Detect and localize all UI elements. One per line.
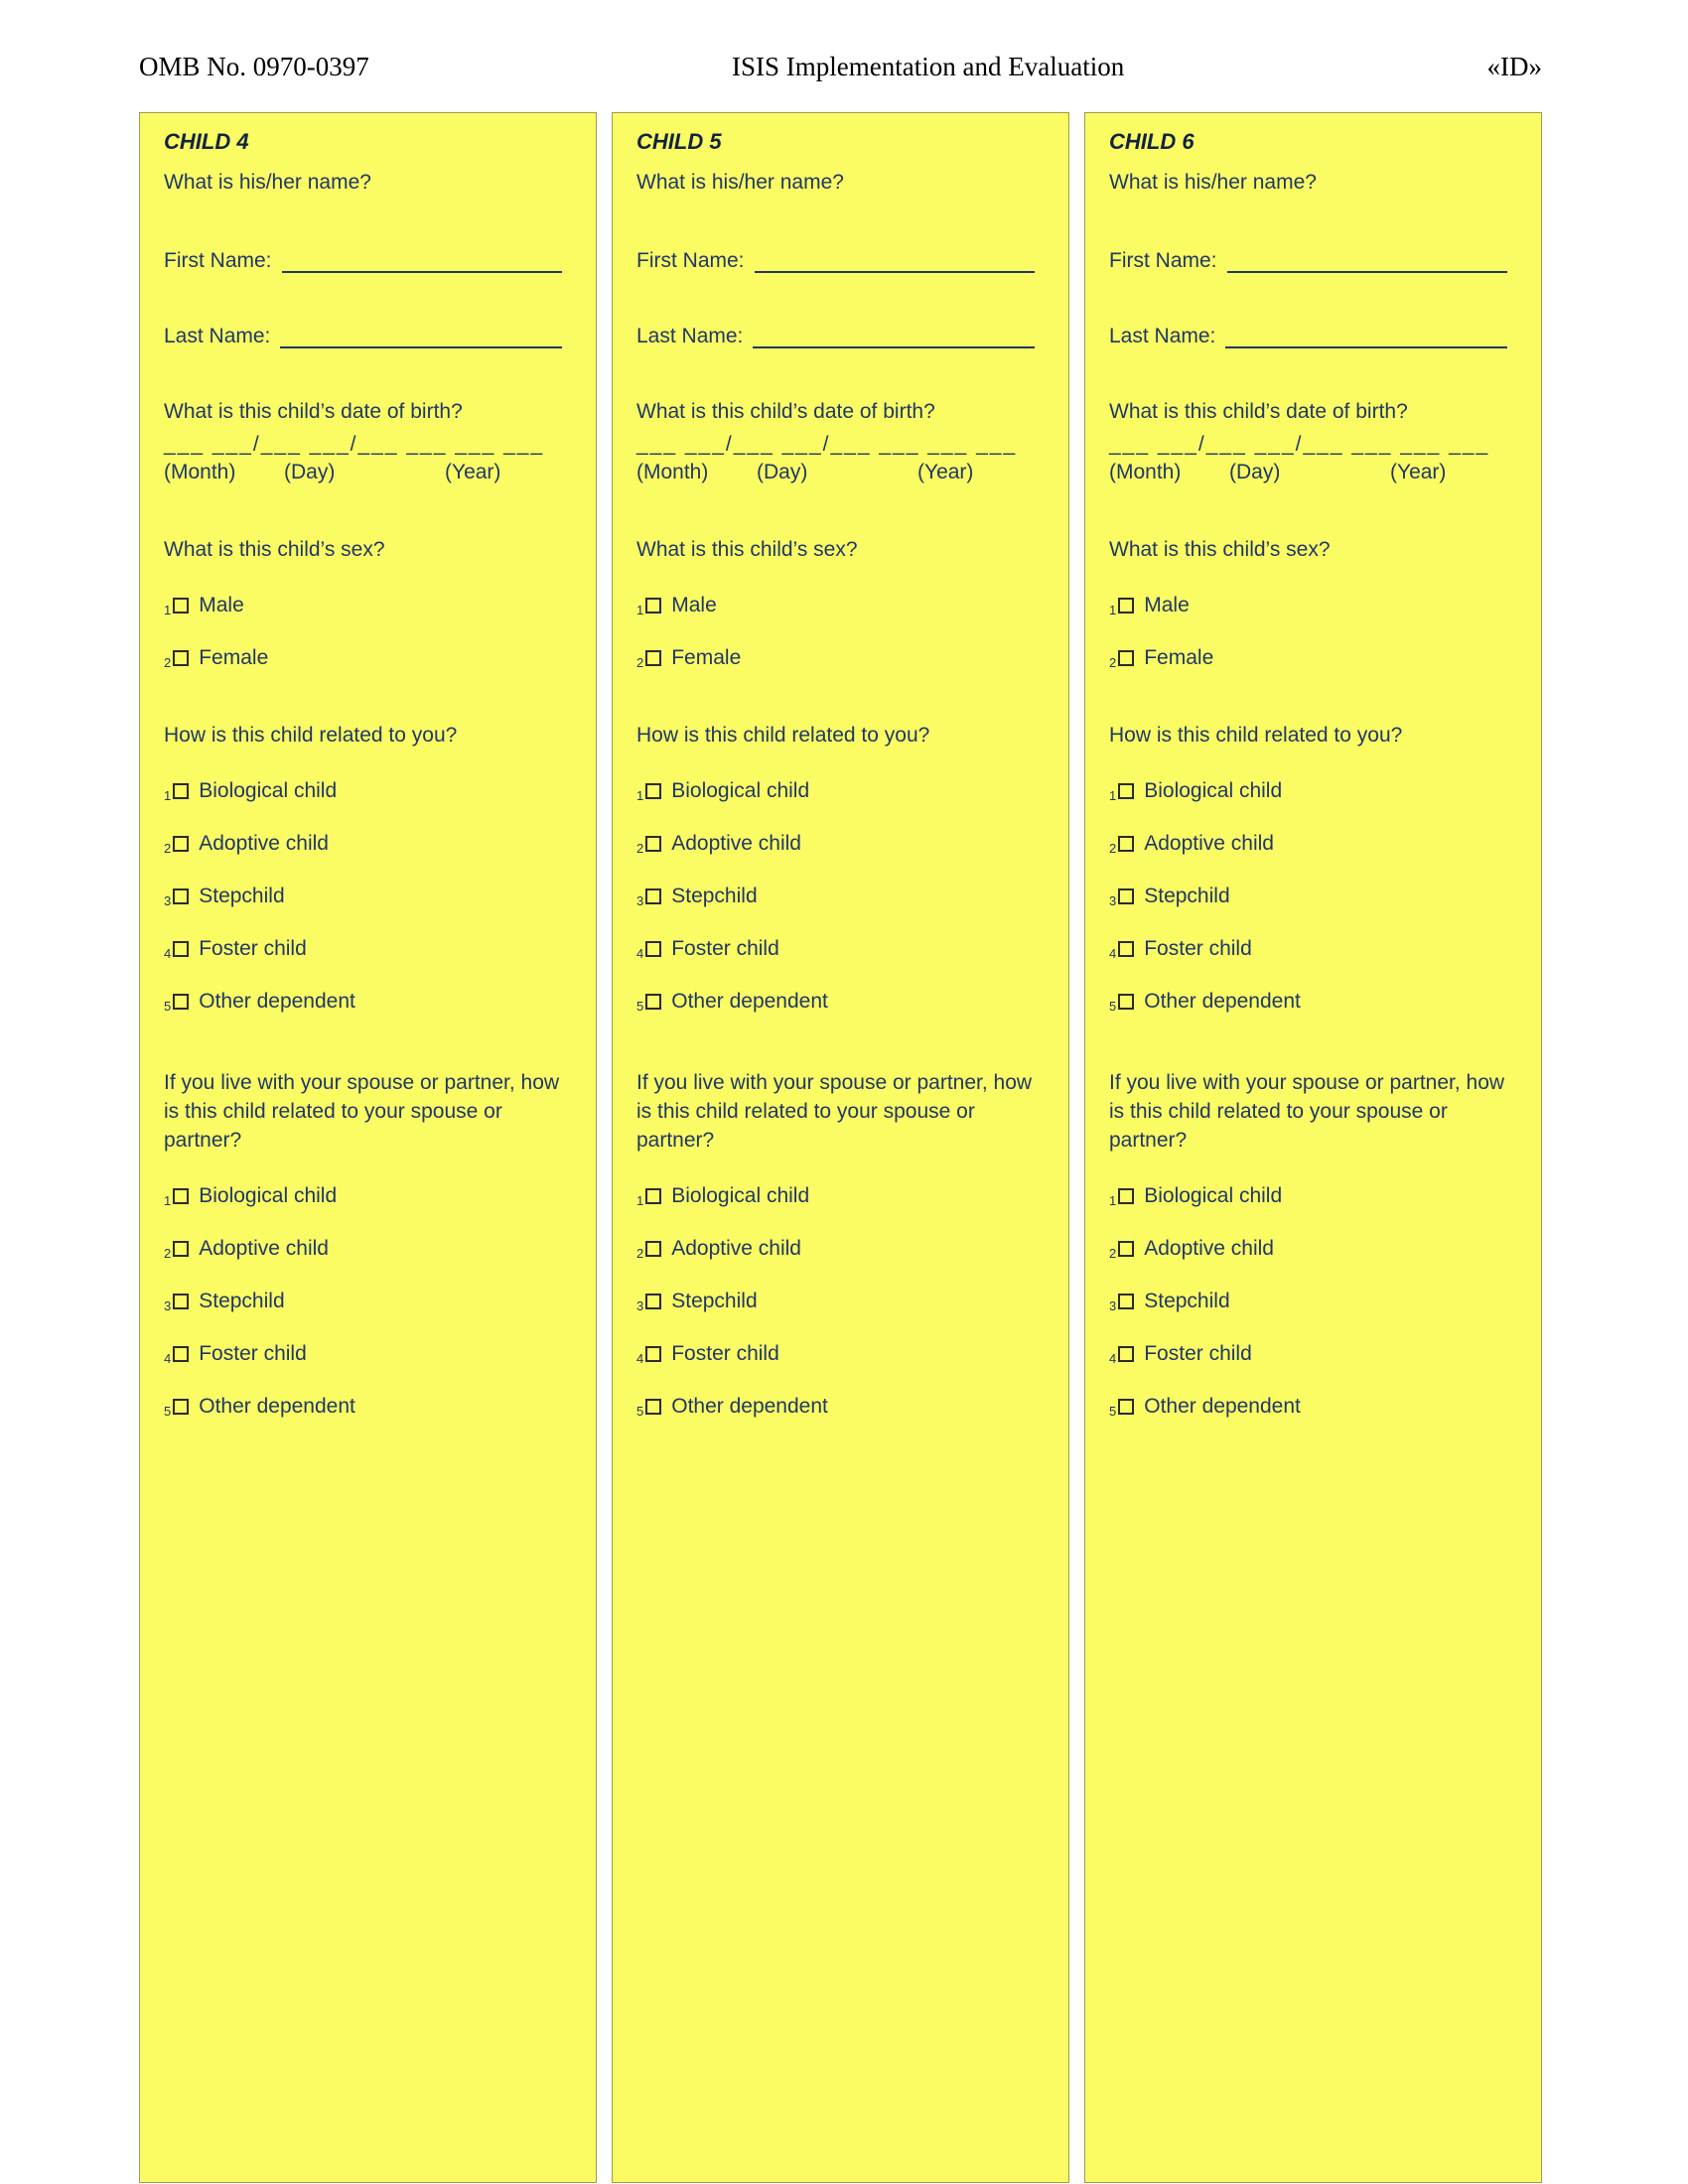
checkbox-option[interactable] <box>1109 1395 1519 1419</box>
sex-question: What is this child’s sex? <box>636 537 858 561</box>
last-name-blank[interactable] <box>753 323 1035 348</box>
checkbox-icon[interactable] <box>173 650 189 666</box>
month-label: (Month) <box>636 460 709 483</box>
last-name-label: Last Name: <box>636 324 744 347</box>
option-label: Stepchild <box>1144 1289 1230 1312</box>
option-number: 1 <box>636 787 644 803</box>
relation-options <box>164 779 574 1014</box>
option-label: Other dependent <box>1144 989 1301 1013</box>
option-label: Adoptive child <box>1144 831 1274 855</box>
option-number: 2 <box>1109 1245 1117 1261</box>
checkbox-option[interactable] <box>1109 990 1519 1014</box>
page-title: ISIS Implementation and Evaluation <box>732 52 1125 81</box>
checkbox-option[interactable] <box>164 1395 574 1419</box>
option-label: Foster child <box>1144 936 1252 960</box>
option-number: 1 <box>164 787 172 803</box>
checkbox-icon[interactable] <box>173 598 189 614</box>
option-label: Male <box>1144 593 1190 616</box>
checkbox-option[interactable] <box>164 779 574 803</box>
checkbox-icon[interactable] <box>173 888 189 904</box>
option-label: Male <box>671 593 717 616</box>
name-question: What is his/her name? <box>636 171 844 194</box>
option-label: Biological child <box>199 778 338 802</box>
checkbox-option[interactable] <box>164 1342 574 1366</box>
dob-unit-labels <box>636 461 1047 484</box>
relation-options <box>1109 779 1519 1014</box>
last-name-blank[interactable] <box>280 323 562 348</box>
option-number: 2 <box>164 654 172 670</box>
checkbox-icon[interactable] <box>1118 1241 1134 1257</box>
dob-question: What is this child’s date of birth? <box>1109 399 1408 423</box>
child-panels <box>139 112 1542 2183</box>
spouse-relation-options <box>164 1184 574 1419</box>
checkbox-icon[interactable] <box>645 888 661 904</box>
option-number: 5 <box>636 998 644 1014</box>
option-number: 2 <box>636 1245 644 1261</box>
spouse-relation-question: If you live with your spouse or partner, how is this child related to your spouse or partner? <box>636 1070 1033 1152</box>
checkbox-icon[interactable] <box>173 1188 189 1204</box>
option-label: Other dependent <box>671 989 828 1013</box>
checkbox-option[interactable] <box>1109 594 1519 617</box>
checkbox-option[interactable] <box>164 990 574 1014</box>
checkbox-icon[interactable] <box>173 1241 189 1257</box>
option-number: 3 <box>636 1297 644 1313</box>
child-panel <box>1084 112 1542 2183</box>
checkbox-option[interactable] <box>164 646 574 670</box>
checkbox-icon[interactable] <box>173 1399 189 1415</box>
option-label: Stepchild <box>671 1289 758 1312</box>
year-label: (Year) <box>445 460 501 483</box>
checkbox-option[interactable] <box>1109 1237 1519 1261</box>
first-name-row <box>1109 247 1519 273</box>
option-label: Stepchild <box>199 884 285 907</box>
option-number: 1 <box>1109 602 1117 617</box>
option-label: Foster child <box>1144 1341 1252 1365</box>
id-placeholder: «ID» <box>1486 52 1542 81</box>
checkbox-option[interactable] <box>636 1395 1047 1419</box>
sex-options <box>164 594 574 670</box>
relation-question: How is this child related to you? <box>164 723 458 747</box>
dob-question: What is this child’s date of birth? <box>164 399 463 423</box>
day-label: (Day) <box>284 460 336 483</box>
checkbox-option[interactable] <box>636 594 1047 617</box>
option-number: 1 <box>164 602 172 617</box>
checkbox-option[interactable] <box>636 1237 1047 1261</box>
checkbox-icon[interactable] <box>645 1399 661 1415</box>
option-label: Other dependent <box>199 989 355 1013</box>
checkbox-icon[interactable] <box>645 1188 661 1204</box>
checkbox-option[interactable] <box>636 832 1047 856</box>
option-number: 5 <box>1109 998 1117 1014</box>
checkbox-icon[interactable] <box>1118 598 1134 614</box>
option-label: Biological child <box>671 1183 810 1207</box>
checkbox-option[interactable] <box>164 594 574 617</box>
sex-options <box>636 594 1047 670</box>
option-label: Other dependent <box>671 1394 828 1418</box>
month-label: (Month) <box>164 460 236 483</box>
first-name-blank[interactable] <box>282 247 562 273</box>
option-label: Foster child <box>671 936 779 960</box>
checkbox-icon[interactable] <box>1118 888 1134 904</box>
checkbox-option[interactable] <box>1109 937 1519 961</box>
dob-question: What is this child’s date of birth? <box>636 399 935 423</box>
option-number: 3 <box>164 892 172 908</box>
checkbox-option[interactable] <box>1109 832 1519 856</box>
month-label: (Month) <box>1109 460 1182 483</box>
option-number: 4 <box>1109 945 1117 961</box>
option-label: Biological child <box>199 1183 338 1207</box>
option-number: 3 <box>1109 1297 1117 1313</box>
checkbox-icon[interactable] <box>1118 1399 1134 1415</box>
option-number: 1 <box>1109 1192 1117 1208</box>
option-number: 4 <box>164 945 172 961</box>
checkbox-option[interactable] <box>164 937 574 961</box>
child-panel <box>612 112 1069 2183</box>
spouse-relation-question: If you live with your spouse or partner, how is this child related to your spouse or partner? <box>1109 1070 1505 1152</box>
sex-options <box>1109 594 1519 670</box>
option-label: Male <box>199 593 244 616</box>
name-question: What is his/her name? <box>164 171 371 194</box>
first-name-blank[interactable] <box>755 247 1035 273</box>
year-label: (Year) <box>917 460 974 483</box>
child-panel <box>139 112 597 2183</box>
dob-blanks[interactable]: ___ ___/___ ___/___ ___ ___ ___ <box>164 432 545 456</box>
checkbox-option[interactable] <box>164 1237 574 1261</box>
option-label: Other dependent <box>199 1394 355 1418</box>
child-heading: CHILD 4 <box>164 129 249 154</box>
checkbox-icon[interactable] <box>173 783 189 799</box>
day-label: (Day) <box>1229 460 1281 483</box>
option-number: 3 <box>636 892 644 908</box>
page-header <box>0 0 1688 82</box>
option-number: 3 <box>164 1297 172 1313</box>
option-label: Other dependent <box>1144 1394 1301 1418</box>
checkbox-option[interactable] <box>636 990 1047 1014</box>
checkbox-option[interactable] <box>636 1184 1047 1208</box>
spouse-relation-options <box>636 1184 1047 1419</box>
checkbox-icon[interactable] <box>645 941 661 957</box>
option-number: 5 <box>1109 1403 1117 1419</box>
checkbox-option[interactable] <box>636 885 1047 908</box>
checkbox-icon[interactable] <box>645 598 661 614</box>
option-number: 2 <box>164 1245 172 1261</box>
option-number: 4 <box>164 1350 172 1366</box>
sex-question: What is this child’s sex? <box>164 537 385 561</box>
option-number: 4 <box>636 945 644 961</box>
checkbox-option[interactable] <box>636 1342 1047 1366</box>
name-question: What is his/her name? <box>1109 171 1317 194</box>
last-name-row <box>1109 323 1519 348</box>
last-name-row <box>164 323 574 348</box>
option-label: Adoptive child <box>671 831 801 855</box>
checkbox-option[interactable] <box>1109 1342 1519 1366</box>
sex-question: What is this child’s sex? <box>1109 537 1331 561</box>
checkbox-option[interactable] <box>164 885 574 908</box>
option-number: 2 <box>1109 654 1117 670</box>
dob-unit-labels <box>1109 461 1519 484</box>
first-name-label: First Name: <box>164 248 272 272</box>
checkbox-option[interactable] <box>164 1290 574 1313</box>
option-number: 2 <box>1109 840 1117 856</box>
option-label: Adoptive child <box>671 1236 801 1260</box>
option-label: Biological child <box>671 778 810 802</box>
checkbox-icon[interactable] <box>173 1294 189 1309</box>
checkbox-icon[interactable] <box>173 1346 189 1362</box>
dob-blanks[interactable]: ___ ___/___ ___/___ ___ ___ ___ <box>636 432 1018 456</box>
option-number: 5 <box>636 1403 644 1419</box>
first-name-blank[interactable] <box>1227 247 1507 273</box>
option-label: Foster child <box>199 1341 307 1365</box>
option-label: Biological child <box>1144 778 1283 802</box>
omb-number: OMB No. 0970-0397 <box>139 52 369 81</box>
relation-options <box>636 779 1047 1014</box>
option-label: Foster child <box>199 936 307 960</box>
last-name-blank[interactable] <box>1225 323 1507 348</box>
checkbox-icon[interactable] <box>645 1346 661 1362</box>
option-label: Female <box>199 645 269 669</box>
option-number: 2 <box>636 654 644 670</box>
first-name-label: First Name: <box>1109 248 1217 272</box>
first-name-row <box>636 247 1047 273</box>
dob-blanks[interactable]: ___ ___/___ ___/___ ___ ___ ___ <box>1109 432 1490 456</box>
checkbox-option[interactable] <box>1109 885 1519 908</box>
option-number: 4 <box>1109 1350 1117 1366</box>
checkbox-icon[interactable] <box>645 783 661 799</box>
checkbox-icon[interactable] <box>173 994 189 1010</box>
checkbox-icon[interactable] <box>1118 1188 1134 1204</box>
option-number: 3 <box>1109 892 1117 908</box>
option-label: Foster child <box>671 1341 779 1365</box>
checkbox-icon[interactable] <box>1118 1294 1134 1309</box>
child-heading: CHILD 6 <box>1109 129 1195 154</box>
checkbox-icon[interactable] <box>645 1294 661 1309</box>
option-label: Female <box>1144 645 1214 669</box>
option-number: 2 <box>164 840 172 856</box>
option-number: 1 <box>636 1192 644 1208</box>
checkbox-option[interactable] <box>164 832 574 856</box>
checkbox-option[interactable] <box>636 1290 1047 1313</box>
checkbox-icon[interactable] <box>645 836 661 852</box>
checkbox-icon[interactable] <box>1118 994 1134 1010</box>
checkbox-icon[interactable] <box>645 994 661 1010</box>
checkbox-option[interactable] <box>636 937 1047 961</box>
checkbox-option[interactable] <box>1109 1184 1519 1208</box>
last-name-label: Last Name: <box>1109 324 1216 347</box>
first-name-label: First Name: <box>636 248 745 272</box>
relation-question: How is this child related to you? <box>636 723 930 747</box>
option-label: Adoptive child <box>1144 1236 1274 1260</box>
year-label: (Year) <box>1390 460 1447 483</box>
option-number: 4 <box>636 1350 644 1366</box>
checkbox-icon[interactable] <box>173 836 189 852</box>
option-label: Adoptive child <box>199 1236 329 1260</box>
option-number: 1 <box>164 1192 172 1208</box>
option-number: 1 <box>636 602 644 617</box>
option-label: Adoptive child <box>199 831 329 855</box>
checkbox-icon[interactable] <box>645 650 661 666</box>
checkbox-icon[interactable] <box>1118 1346 1134 1362</box>
last-name-row <box>636 323 1047 348</box>
option-label: Stepchild <box>1144 884 1230 907</box>
option-label: Stepchild <box>199 1289 285 1312</box>
spouse-relation-options <box>1109 1184 1519 1419</box>
checkbox-option[interactable] <box>636 646 1047 670</box>
checkbox-icon[interactable] <box>173 941 189 957</box>
checkbox-option[interactable] <box>1109 1290 1519 1313</box>
first-name-row <box>164 247 574 273</box>
option-number: 1 <box>1109 787 1117 803</box>
option-label: Biological child <box>1144 1183 1283 1207</box>
option-label: Female <box>671 645 742 669</box>
checkbox-option[interactable] <box>1109 646 1519 670</box>
option-number: 5 <box>164 998 172 1014</box>
option-number: 5 <box>164 1403 172 1419</box>
last-name-label: Last Name: <box>164 324 271 347</box>
spouse-relation-question: If you live with your spouse or partner, how is this child related to your spouse or partner? <box>164 1070 560 1152</box>
day-label: (Day) <box>757 460 808 483</box>
checkbox-icon[interactable] <box>1118 941 1134 957</box>
checkbox-icon[interactable] <box>1118 836 1134 852</box>
checkbox-option[interactable] <box>164 1184 574 1208</box>
checkbox-icon[interactable] <box>645 1241 661 1257</box>
option-label: Stepchild <box>671 884 758 907</box>
dob-unit-labels <box>164 461 574 484</box>
checkbox-icon[interactable] <box>1118 783 1134 799</box>
checkbox-option[interactable] <box>636 779 1047 803</box>
checkbox-option[interactable] <box>1109 779 1519 803</box>
option-number: 2 <box>636 840 644 856</box>
child-heading: CHILD 5 <box>636 129 722 154</box>
checkbox-icon[interactable] <box>1118 650 1134 666</box>
relation-question: How is this child related to you? <box>1109 723 1403 747</box>
